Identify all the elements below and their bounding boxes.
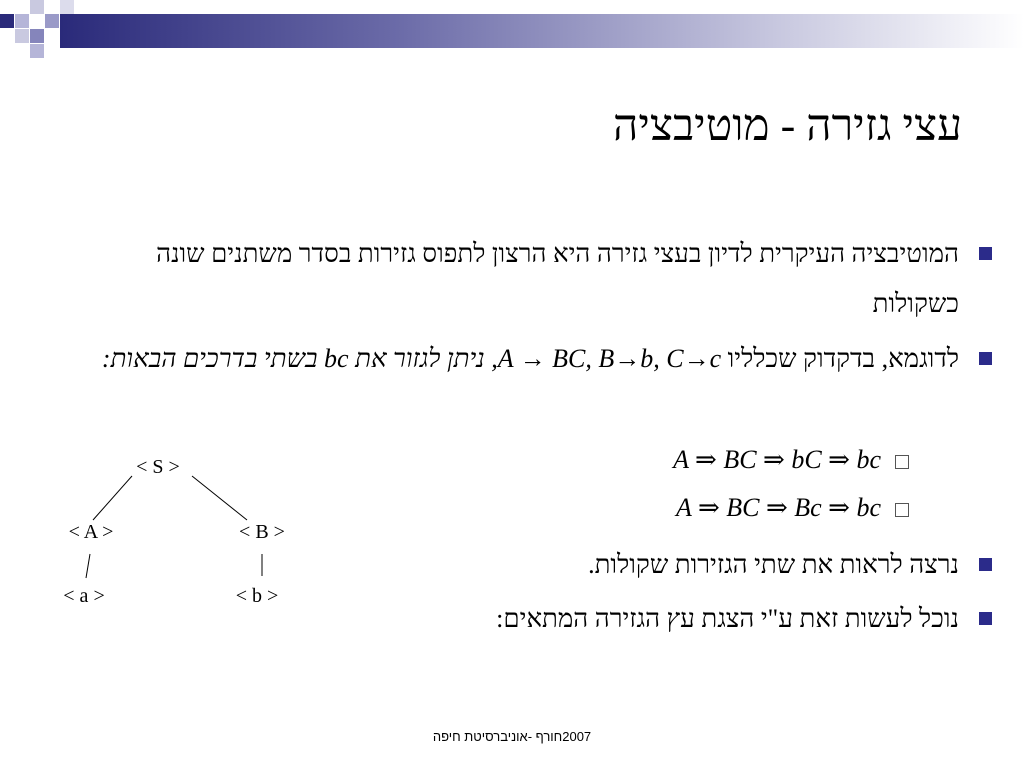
grammar-rules: A → BC, B→b, C→c bbox=[497, 344, 722, 373]
deco-square bbox=[60, 0, 74, 14]
bullet-square-icon bbox=[979, 558, 992, 571]
deco-square bbox=[45, 14, 59, 28]
bullet-text-post: בשתי בדרכים הבאות: bbox=[101, 344, 325, 373]
bullet-text: נוכל לעשות זאת ע"י הצגת עץ הגזירה המתאים: bbox=[496, 604, 959, 633]
bullet-item bbox=[309, 540, 959, 590]
bullet-square-icon bbox=[979, 352, 992, 365]
derivation-item bbox=[676, 488, 909, 528]
derivation-text: A ⇒ BC ⇒ Bc ⇒ bc bbox=[676, 493, 881, 522]
deco-square bbox=[15, 14, 29, 28]
slide-title: עצי גזירה - מוטיבציה bbox=[613, 101, 962, 150]
target-word: bc bbox=[324, 344, 349, 373]
bullet-text-mid: , ניתן לגזור את bbox=[348, 344, 498, 373]
tree-leaf-a: < a > bbox=[63, 585, 105, 607]
bullet-square-icon bbox=[979, 612, 992, 625]
bullet-square-icon bbox=[979, 247, 992, 260]
deco-square bbox=[30, 44, 44, 58]
deco-square bbox=[30, 0, 44, 14]
bullet-text: המוטיבציה העיקרית לדיון בעצי גזירה היא הרצון לתפוס גזירות בסדר משתנים שונה כשקולות bbox=[156, 239, 959, 318]
bullet-item bbox=[79, 334, 959, 384]
deco-square bbox=[30, 29, 44, 43]
tree-node-a: < A > bbox=[68, 521, 114, 543]
hollow-square-icon bbox=[895, 455, 909, 469]
tree-node-root: < S > bbox=[136, 456, 180, 478]
derivation-item bbox=[673, 440, 909, 480]
bullet-text-pre: לדוגמא, בדקדוק שכלליו bbox=[721, 344, 959, 373]
deco-square bbox=[15, 29, 29, 43]
bullet-item bbox=[79, 229, 959, 329]
derivation-text: A ⇒ BC ⇒ bC ⇒ bc bbox=[673, 445, 881, 474]
deco-gradient-bar bbox=[60, 14, 1024, 48]
hollow-square-icon bbox=[895, 503, 909, 517]
tree-edge bbox=[93, 476, 132, 520]
deco-square bbox=[0, 14, 14, 28]
bullet-item bbox=[309, 594, 959, 644]
tree-edge bbox=[192, 476, 247, 520]
tree-edge bbox=[86, 554, 90, 578]
bullet-text: נרצה לראות את שתי הגזירות שקולות. bbox=[588, 550, 959, 579]
slide-footer: 2007חורף -אוניברסיטת חיפה bbox=[432, 729, 592, 744]
tree-node-b: < B > bbox=[239, 521, 285, 543]
tree-leaf-b: < b > bbox=[235, 585, 279, 607]
